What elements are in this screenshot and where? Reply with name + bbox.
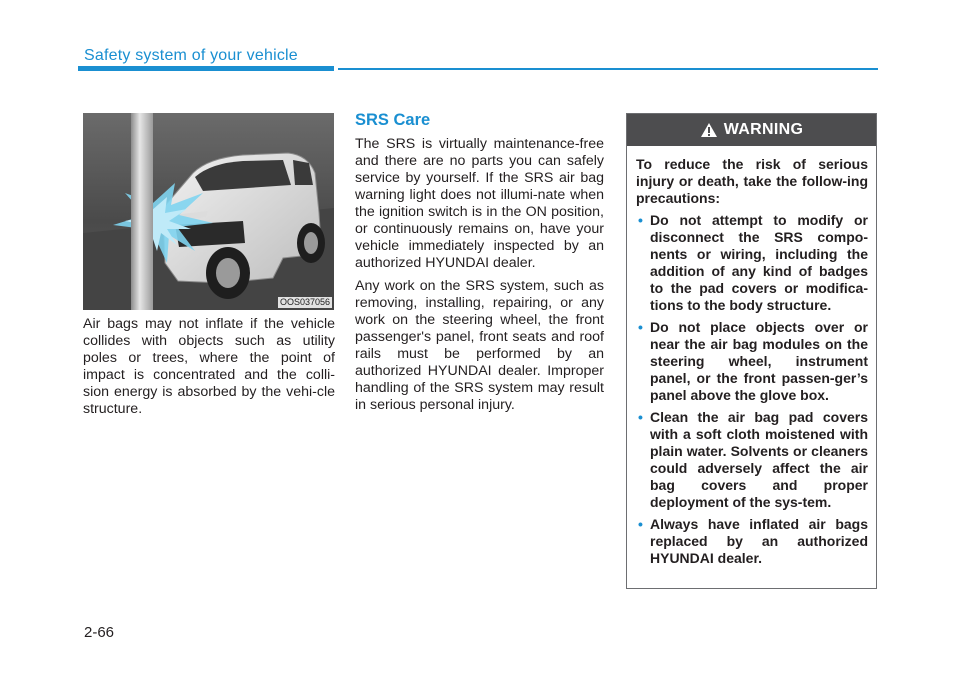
- image-code-label: OOS037056: [279, 297, 330, 307]
- warning-intro: To reduce the risk of serious injury or death, take the follow-ing precautions:: [636, 156, 868, 206]
- bullet: •: [638, 516, 643, 532]
- list-item: [636, 516, 868, 567]
- illustration-caption: Air bags may not inflate if the vehicle collides with objects such as utility poles or trees, where the point of impact is concentrated and the colli-sion energy is absorbed by the vehi-cle structure.: [83, 316, 335, 417]
- warning-item-text: Always have inflated air bags replaced by an authorized HYUNDAI dealer.: [650, 516, 868, 566]
- warning-list: [636, 212, 868, 567]
- list-item: [636, 409, 868, 511]
- warning-triangle-icon: [700, 122, 718, 138]
- srs-care-section: [355, 110, 604, 420]
- paragraph-maintenance: The SRS is virtually maintenance-free and there are no parts you can safely service by yourself. If the SRS air bag warning light does not illumi-nate when the ignition switch is in the ON position, or continuously remains on, have your vehicle immediately inspected by an authorized HYUNDAI dealer.: [355, 136, 604, 271]
- left-column: [83, 316, 335, 418]
- bullet: •: [638, 409, 643, 425]
- header-title: Safety system of your vehicle: [84, 47, 298, 64]
- bullet: •: [638, 212, 643, 228]
- header-rule-thin: [338, 68, 878, 70]
- list-item: [636, 319, 868, 404]
- bullet: •: [638, 319, 643, 335]
- warning-content: [627, 146, 876, 567]
- page-number: 2-66: [84, 624, 115, 641]
- warning-item-text: Do not attempt to modify or disconnect the SRS compo-nents or wiring, including the addition of any kind of badges to the pad covers or modifica-tions to the body structure.: [650, 212, 868, 313]
- section-title: SRS Care: [355, 111, 431, 129]
- warning-header: [627, 114, 876, 146]
- header-rule-thick: [78, 66, 334, 71]
- car-pole-collision-illustration: [83, 113, 334, 310]
- warning-box: [626, 113, 877, 589]
- warning-item-text: Do not place objects over or near the air bag modules on the steering wheel, instrument panel, or the front passen-ger’s panel above the glove box.: [650, 319, 868, 403]
- car-hits-pole-illustration: [83, 113, 334, 310]
- warning-label: WARNING: [723, 121, 804, 138]
- warning-item-text: Clean the air bag pad covers with a soft cloth moistened with plain water. Solvents or cleaners could adversely affect the air bag covers and proper deployment of the sys-tem.: [650, 409, 868, 510]
- list-item: [636, 212, 868, 314]
- paragraph-service: Any work on the SRS system, such as removing, installing, repairing, or any work on the steering wheel, the front passenger's panel, front seats and roof rails must be performed by an authorized HYUNDAI dealer. Improper handling of the SRS system may result in serious personal injury.: [355, 278, 604, 413]
